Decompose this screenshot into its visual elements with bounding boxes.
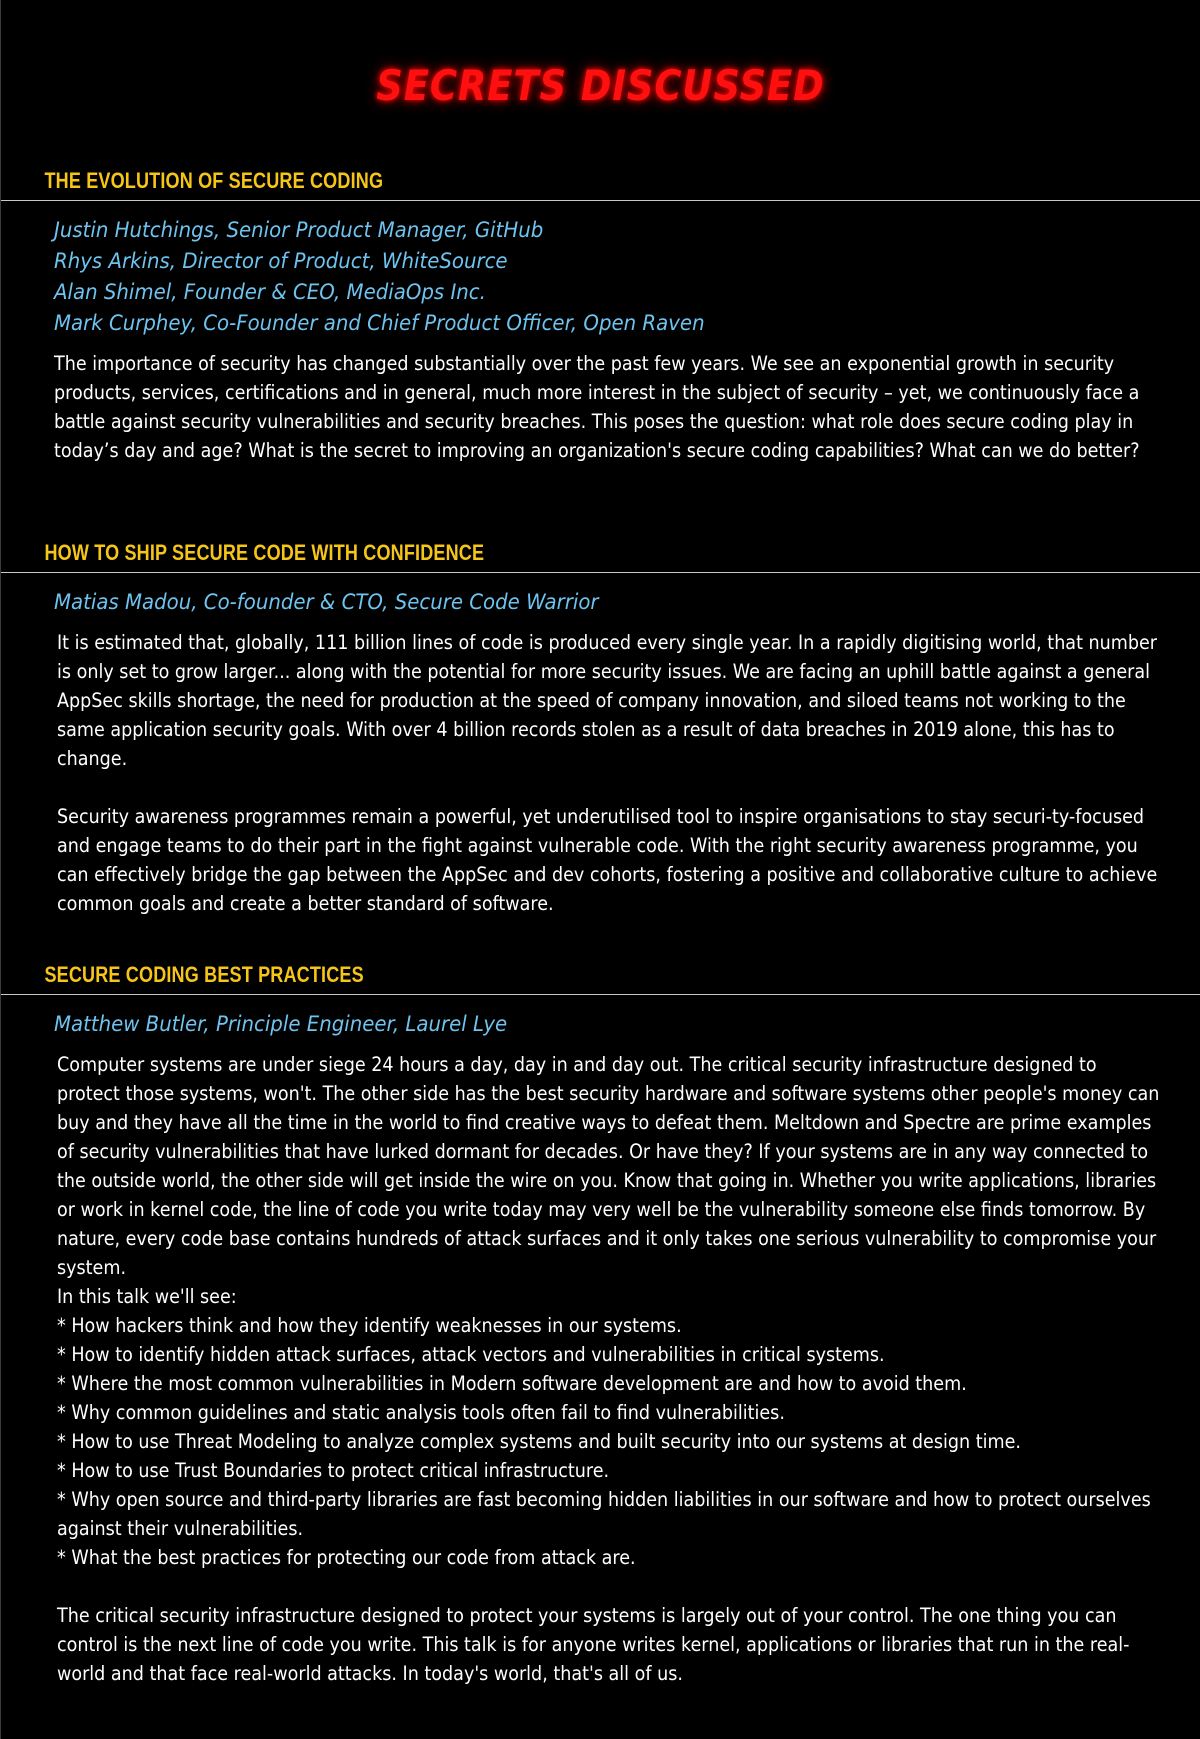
speaker-list xyxy=(1,201,1200,339)
bullet-item: * How hackers think and how they identify weaknesses in our systems. xyxy=(57,1314,682,1337)
bullet-item: * How to use Trust Boundaries to protect critical infrastructure. xyxy=(57,1459,610,1482)
section-secure-coding-best-practices xyxy=(1,960,1200,1688)
section-body xyxy=(1,339,1200,465)
paragraph: It is estimated that, globally, 111 billion lines of code is produced every single year. In a rapidly digitising world, that number is only set to grow larger... along with the potential for more security issues. We are facing an uphill battle against a general AppSec skills shortage, the need for production at the speed of company innovation, and siloed teams not working to the same application security goals. With over 4 billion records stolen as a result of data breaches in 2019 alone, this has to change. xyxy=(57,631,1158,770)
paragraph: The critical security infrastructure designed to protect your systems is largely out of your control. The one thing you can control is the next line of code you write. This talk is for anyone writes kernel, applications or libraries that run in the real-world and that face real-world attacks. In today's world, that's all of us. xyxy=(57,1604,1130,1685)
speaker-item: Matthew Butler, Principle Engineer, Laurel Lye xyxy=(54,1012,508,1036)
speaker-list xyxy=(1,573,1200,618)
speaker-item: Justin Hutchings, Senior Product Manager, GitHub xyxy=(54,218,544,242)
speaker-item: Rhys Arkins, Director of Product, WhiteSource xyxy=(54,249,508,273)
bullet-item: * How to identify hidden attack surfaces, attack vectors and vulnerabilities in critical systems. xyxy=(57,1343,885,1366)
list-intro: In this talk we'll see: xyxy=(57,1285,237,1308)
speaker-item: Mark Curphey, Co-Founder and Chief Product Officer, Open Raven xyxy=(54,311,705,335)
speaker-list xyxy=(1,995,1200,1040)
paragraph: The importance of security has changed substantially over the past few years. We see an exponential growth in security products, services, certifications and in general, much more interest in the subject of security – yet, we continuously face a battle against security vulnerabilities and security breaches. This poses the question: what role does secure coding play in today’s day and age? What is the secret to improving an organization's secure coding capabilities? What can we do better? xyxy=(54,352,1140,462)
paragraph: Security awareness programmes remain a powerful, yet underutilised tool to inspire organisations to stay securi-ty-focused and engage teams to do their part in the fight against vulnerable code. With the right security awareness programme, you can effectively bridge the gap between the AppSec and dev cohorts, fostering a positive and collaborative culture to achieve common goals and create a better standard of software. xyxy=(57,805,1158,915)
page-title: SECRETS DISCUSSED xyxy=(376,61,825,110)
bullet-item: * How to use Threat Modeling to analyze complex systems and built security into our systems at design time. xyxy=(57,1430,1021,1453)
speaker-item: Matias Madou, Co-founder & CTO, Secure Code Warrior xyxy=(54,590,599,614)
speaker-item: Alan Shimel, Founder & CEO, MediaOps Inc. xyxy=(54,280,486,304)
bullet-item: * Why common guidelines and static analysis tools often fail to find vulnerabilities. xyxy=(57,1401,785,1424)
bullet-item: * Where the most common vulnerabilities in Modern software development are and how to avoid them. xyxy=(57,1372,967,1395)
bullet-item: * What the best practices for protecting our code from attack are. xyxy=(57,1546,636,1569)
section-heading: HOW TO SHIP SECURE CODE WITH CONFIDENCE xyxy=(44,540,485,565)
section-body xyxy=(1,618,1200,918)
bullet-item: * Why open source and third-party libraries are fast becoming hidden liabilities in our software and how to protect ourselves against their vulnerabilities. xyxy=(57,1488,1151,1540)
section-ship-secure-code xyxy=(1,538,1200,918)
section-heading: SECURE CODING BEST PRACTICES xyxy=(44,962,364,987)
section-body xyxy=(1,1040,1200,1688)
section-evolution-of-secure-coding xyxy=(1,166,1200,465)
section-heading: THE EVOLUTION OF SECURE CODING xyxy=(44,168,384,193)
paragraph: Computer systems are under siege 24 hours a day, day in and day out. The critical security infrastructure designed to protect those systems, won't. The other side has the best security hardware and software systems other people's money can buy and they have all the time in the world to find creative ways to defeat them. Meltdown and Spectre are prime examples of security vulnerabilities that have lurked dormant for decades. Or have they? If your systems are in any way connected to the outside world, the other side will get inside the wire on you. Know that going in. Whether you write applications, libraries or work in kernel code, the line of code you write today may very well be the vulnerability someone else finds tomorrow. By nature, every code base contains hundreds of attack surfaces and it only takes one serious vulnerability to compromise your system. xyxy=(57,1053,1160,1279)
